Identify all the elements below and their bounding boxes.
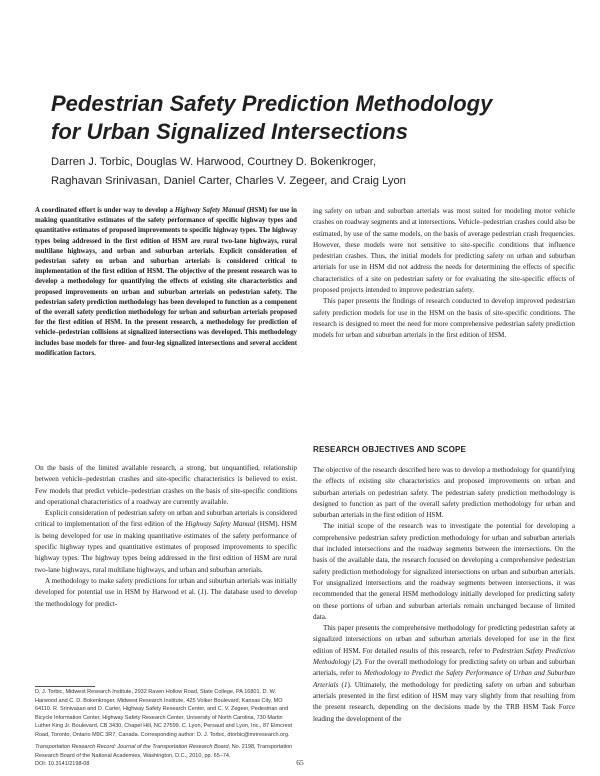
body-paragraph-2 bbox=[35, 508, 297, 576]
right-paragraph-2: This paper presents the findings of research conducted to develop improved pedestrian safety prediction models for use in the HSM on the basis of site-specific conditions. The research is designed to meet the need for more comprehensive pedestrian safety prediction models for urban and suburban arterials in the first edition of HSM. bbox=[313, 297, 575, 340]
right-column-top bbox=[313, 206, 575, 342]
title-line-2: for Urban Signalized Intersections bbox=[51, 119, 408, 144]
p2-text-b: (HSM). HSM is being developed for use in making quantitative estimates of the safety performance of specific highway types and quantitative estimates of proposed improvements to specific highway types. The highway types being addressed in the first edition of HSM are rural two-lane highways, rural multilane highways, and urban and suburban arterials. bbox=[35, 520, 297, 574]
ref1-title: Pedestrian Safety Prediction Methodology bbox=[313, 646, 575, 667]
p3-text-b: ). The database used to develop the methodology for predict- bbox=[35, 588, 297, 608]
author-list bbox=[51, 153, 571, 191]
methodology-paragraph: This paper presents the comprehensive methodology for predicting pedestrian safety at signalized intersections on urban and suburban arterials developed for use in the first edition of HSM. For detailed results of this research, refer to Pedestrian Safety Prediction Methodology (2). For the overall methodology for predicting safety on urban and suburban arterials, refer to Methodology to Predict the Safety Performance of Urban and Suburban Arterials (1). Ultimately, the methodology for predicting safety on urban and suburban arterials presented in the first edition of HSM may vary slightly from that resulting from the present research, depending on the decisions made by the TRB HSM Task Force leading the development of the bbox=[313, 624, 576, 723]
p2-hsm-title: Highway Safety Manual bbox=[185, 520, 256, 529]
section-heading: RESEARCH OBJECTIVES AND SCOPE bbox=[313, 445, 467, 454]
abstract-text-rest: (HSM) for use in making quantitative estimates of the safety performance of specific highway types and quantitative estimates of proposed improvements to specific highway types. The highway types being addressed in the first edition of HSM are rural two-lane highways, rural multilane highways, and urban and suburban arterials. Explicit consideration of pedestrian safety on urban and suburban arterials is considered critical to implementation of the first edition of HSM. The objective of the present research was to develop a methodology for quantifying the effects of existing site characteristics and proposed improvements on urban and suburban arterials on pedestrian safety. The pedestrian safety prediction methodology has been developed to function as a component of the overall safety prediction methodology for urban and suburban arterials proposed for the first edition of HSM. In the present research, a methodology for prediction of vehicle–pedestrian collisions at signalized intersections was developed. This methodology includes base models for three- and four-leg signalized intersections and several accident modification factors. bbox=[35, 207, 297, 357]
abstract-paragraph bbox=[35, 206, 297, 359]
ref2-number: 1 bbox=[343, 680, 348, 689]
journal-name: Transportation Research Record: Journal of the Transportation Research Board, bbox=[35, 744, 231, 750]
title-line-1: Pedestrian Safety Prediction Methodology bbox=[51, 91, 493, 116]
abstract bbox=[35, 206, 297, 359]
ref2-title: Methodology to Predict the Safety Performance of Urban and Suburban Arterials bbox=[313, 669, 575, 689]
paper-title bbox=[51, 90, 571, 146]
left-column-body bbox=[35, 463, 297, 610]
scope-paragraph: The initial scope of the research was to investigate the potential for developing a comprehensive pedestrian safety prediction methodology for urban and suburban arterials that included intersections and the roadway segments between the intersections. On the basis of the available data, the research focused on developing a comprehensive pedestrian safety prediction methodology for signalized intersections on urban and suburban arterials. For unsignalized intersections and the roadway segments between intersections, it was recommended that the general HSM methodology initially developed for predicting safety on these portions of urban and suburban arterials remain unchanged because of limited data. bbox=[313, 522, 575, 621]
objective-paragraph: The objective of the research described here was to develop a methodology for quantifying the effects of existing site characteristics and proposed improvements on urban and suburban arterials on pedestrian safety. The pedestrian safety prediction methodology is designed to function as part of the overall safety prediction methodology for urban and suburban arterials in the first edition of HSM. bbox=[313, 466, 575, 520]
journal-details: No. 2198, Transportation Research Board of the National Academies, Washington, D.C., 2010, pp. 65–74. bbox=[35, 744, 293, 759]
affiliations: D. J. Torbic, Midwest Research Institute, 2932 Raven Hollow Road, State College, PA 16801. D. W. Harwood and C. D. Bokenkroger, Midwest Research Institute, 425 Volker Boulevard, Kansas City, MO 64110. R. Srinivasan and D. Carter, Highway Safety Research Center, and C. V. Zegeer, Pedestrian and Bicycle Information Center, Highway Safety Research Center, University of North Carolina, 730 Martin Luther King Jr. Boulevard, CB 3430, Chapel Hill, NC 27599. C. Lyon, Persaud and Lyon, Inc., 87 Elmcrest Road, Toronto, Ontario M9C 3R7, Canada. Corresponding author: D. J. Torbic, dtorbic@mriresearch.org. bbox=[35, 689, 293, 738]
abstract-text-start: A coordinated effort is under way to develop a bbox=[35, 207, 173, 214]
mp-text-b: For the overall methodology for predicting safety on urban and suburban arterials, refer to bbox=[313, 658, 576, 678]
ref1-number: 2 bbox=[355, 658, 359, 667]
doi: DOI: 10.3141/2198-08 bbox=[35, 761, 90, 767]
p3-reference: 1 bbox=[200, 588, 205, 597]
body-paragraph-1: On the basis of the limited available research, a strong, but unquantified, relationship between vehicle–pedestrian crashes and site-specific characteristics is believed to exist. Few models that predict vehicle–pedestrian crashes on the basis of site-specific conditions and operational characteristics of a roadway are currently available. bbox=[35, 464, 297, 506]
footnote-rule bbox=[35, 686, 95, 687]
page-number: 65 bbox=[296, 758, 304, 767]
right-column-lower bbox=[313, 465, 575, 725]
hsm-title: Highway Safety Manual bbox=[174, 207, 245, 214]
authors-line-1: Darren J. Torbic, Douglas W. Harwood, Courtney D. Bokenkroger, bbox=[51, 156, 376, 168]
body-paragraph-3 bbox=[35, 576, 297, 610]
mp-text-a: This paper presents the comprehensive methodology for predicting pedestrian safety at signalized intersections on urban and suburban arterials developed for use in the first edition of HSM. For detailed results of this research, refer to bbox=[313, 624, 575, 655]
mp-text-c: Ultimately, the methodology for predicting safety on urban and suburban arterials presented in the first edition of HSM may vary slightly from that resulting from the present research, depending on the decisions made by the TRB HSM Task Force leading the development of the bbox=[313, 680, 575, 723]
authors-line-2: Raghavan Srinivasan, Daniel Carter, Charles V. Zegeer, and Craig Lyon bbox=[51, 175, 406, 187]
right-paragraph-1: ing safety on urban and suburban arterials was most suited for modeling motor vehicle crashes on roadway segments and at intersections. Vehicle–pedestrian crashes could also be estimated, by use of the same models, on the basis of average pedestrian crash frequencies. However, these models were not sensitive to site-specific conditions that influence pedestrian crashes. Thus, the initial models for predicting safety on urban and suburban arterials for use in HSM did not address the needs for determining the effects of specific characteristics of a site on pedestrian safety or for evaluating the site-specific effects of proposed projects intended to improve pedestrian safety. bbox=[313, 207, 575, 295]
p3-text-a: A methodology to make safety predictions for urban and suburban arterials was initially developed for potential use in HSM by Harwood et al. ( bbox=[35, 576, 297, 597]
p2-text-a: Explicit consideration of pedestrian safety on urban and suburban arterials is considered critical to implementation of the first edition of the bbox=[35, 509, 297, 529]
